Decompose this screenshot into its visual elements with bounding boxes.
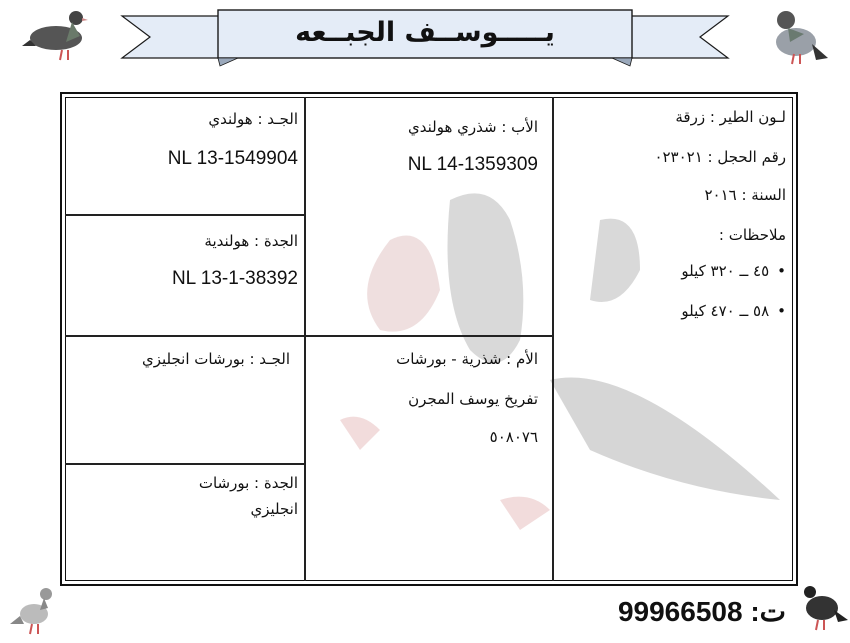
paternal-grandfather-label: الجـد : هولندي [208, 110, 298, 128]
bullet-icon: • [777, 262, 786, 280]
page-title: يـــــوســف الجبــعه [295, 16, 555, 48]
note-item: • ٤٥ ــ ٣٢٠ كيلو [681, 262, 786, 280]
row-divider [65, 463, 305, 465]
phone-label: ت: [750, 596, 786, 627]
row-divider [65, 335, 553, 337]
paternal-grandmother-ring: NL 13-1-38392 [171, 268, 298, 289]
mother-number: ٥٠٨٠٧٦ [489, 428, 538, 446]
father-cell [312, 118, 538, 198]
paternal-grandmother-label: الجدة : هولندية [204, 232, 298, 250]
bird-info [560, 108, 786, 328]
mother-cell [312, 350, 538, 460]
paternal-grandfather-cell [72, 110, 298, 190]
note-item: • ٥٨ ــ ٤٧٠ كيلو [681, 302, 786, 320]
bird-ring-number: رقم الحجل : ٠٢٣٠٢١ [654, 148, 786, 166]
bullet-icon: • [777, 302, 786, 320]
maternal-grandfather-cell [72, 350, 290, 390]
pigeon-icon-bottom-right [798, 582, 850, 634]
maternal-grandfather-label: الجـد : بورشات انجليزي [141, 350, 290, 368]
paternal-grandfather-ring: NL 13-1549904 [167, 148, 298, 169]
phone-number: 99966508 [617, 596, 743, 627]
column-divider [304, 97, 306, 581]
bird-year: السنة : ٢٠١٦ [704, 186, 786, 204]
column-divider [552, 97, 554, 581]
pigeon-icon-top-left [22, 2, 88, 64]
phone-contact [606, 595, 786, 635]
mother-label: الأم : شذرية - بورشات [396, 350, 538, 368]
notes-label: ملاحظات : [718, 226, 786, 244]
maternal-grandmother-cell [72, 474, 298, 534]
father-label: الأب : شذري هولندي [408, 118, 538, 136]
bird-color: لـون الطير : زرقة [675, 108, 786, 126]
maternal-grandmother-label-line2: انجليزي [250, 500, 298, 518]
mother-breeder: تفريخ يوسف المجرن [408, 390, 538, 408]
pigeon-icon-top-right [764, 4, 830, 66]
maternal-grandmother-label: الجدة : بورشات [198, 474, 298, 492]
pigeon-icon-bottom-left [10, 584, 56, 638]
father-ring: NL 14-1359309 [407, 154, 538, 175]
row-divider [65, 214, 305, 216]
paternal-grandmother-cell [72, 232, 298, 312]
